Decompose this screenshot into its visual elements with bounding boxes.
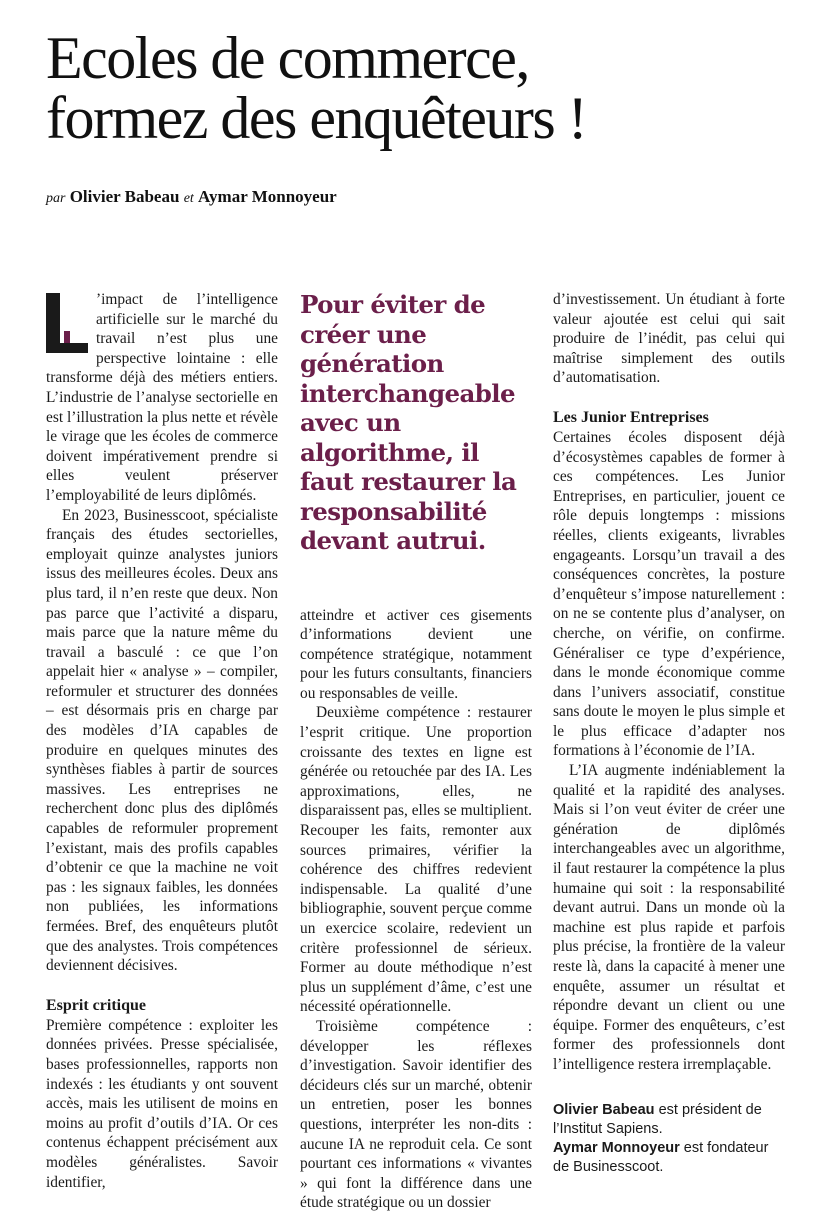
bio-text-2: est fondateur de Businesscoot.: [553, 1139, 769, 1175]
dropcap-l: [46, 293, 88, 353]
col1-paragraph-3: Première compétence : exploiter les données privées. Presse spécialisée, bases professionnelles, rapports non indexés : les étudiants y ont souvent accès, mais les utilisent de moins en moins au profit d’outils d’IA. Or ces contenus échappent précisément aux modèles généralistes. Savoir identifier,: [46, 1016, 278, 1191]
pull-quote: Pour éviter de créer une génération interchangeable avec un algorithme, il faut restaurer la responsabilité devant autrui.: [300, 290, 517, 555]
article-title: [46, 25, 806, 151]
column-2: [300, 290, 532, 1212]
subhead-esprit-critique: Esprit critique: [46, 996, 146, 1014]
title-line-1: Ecoles de commerce,: [46, 25, 529, 91]
author-2: Aymar Monnoyeur: [198, 187, 337, 206]
bio-text-1: est président de l’Institut Sapiens.: [553, 1101, 762, 1137]
author-1: Olivier Babeau: [69, 187, 180, 206]
col2-paragraph-1: atteindre et activer ces gisements d’informations devient une compétence stratégique, notamment pour les futurs consultants, financiers ou responsables de veille.: [300, 606, 532, 702]
title-line-2: formez des enquêteurs !: [46, 85, 587, 151]
col2-paragraph-3: Troisième compétence : développer les réflexes d’investigation. Savoir identifier des décideurs clés sur un marché, obtenir un entretien, poser les bonnes questions, interpréter les non-dits : aucune IA ne reproduit cela. Ce sont pourtant ces informations « vivantes » qui font la différence dans une étude stratégique ou un dossier: [300, 1017, 532, 1212]
byline-et: et: [183, 191, 194, 206]
col3-paragraph-1: d’investissement. Un étudiant à forte valeur ajoutée est celui qui sait produire de l’inédit, pas celui qui maîtrise simplement des outils d’automatisation.: [553, 291, 785, 387]
bio-name-1: Olivier Babeau: [553, 1101, 655, 1118]
col2-paragraph-2: Deuxième compétence : restaurer l’esprit critique. Une proportion croissante des textes en ligne est générée ou retouchée par des IA. Les approximations, elles, ne disparaissent pas, elles se multiplient. Recouper les faits, remonter aux sources primaires, vérifier la cohérence des chiffres redevient indispensable. La qualité d’une bibliographie, souvent perçue comme un exercice scolaire, redevient un critère professionnel de sérieux. Former au doute méthodique n’est plus un supplément d’âme, c’est une nécessité opérationnelle.: [300, 704, 532, 1016]
col1-paragraph-2: En 2023, Businesscoot, spécialiste français des études sectorielles, employait quinze analystes juniors issus des meilleures écoles. Deux ans plus tard, il n’en reste que deux. Non pas parce que l’activité a disparu, mais parce que la nature même du travail a basculé : ce que l’on appelait hier « analyse » – compiler, reformuler et structurer des données – est désormais pris en charge par des modèles d’IA capables de produire en quelques minutes des synthèses fiables à partir de sources massives. Les entreprises ne recherchent donc plus des diplômés capables de reformuler proprement l’existant, mais des profils capables d’obtenir ce que la machine ne voit pas : les signaux faibles, les données non publiées, les informations fermées. Bref, des enquêteurs plutôt que des analystes. Trois compétences deviennent décisives.: [46, 506, 278, 975]
byline: [46, 187, 337, 207]
col1-paragraph-1: ’impact de l’intelligence artificielle sur le marché du travail n’est plus une perspective lointaine : elle transforme déjà des métiers entiers. L’industrie de l’analyse sectorielle en est l’illustration la plus nette et révèle le virage que les écoles de commerce doivent impérativement prendre si elles veulent préserver l’employabilité de leurs diplômés.: [46, 291, 278, 504]
subhead-junior-entreprises: Les Junior Entreprises: [553, 408, 709, 426]
byline-par: par: [46, 191, 66, 206]
bio-name-2: Aymar Monnoyeur: [553, 1139, 680, 1156]
col3-paragraph-3: L’IA augmente indéniablement la qualité et la rapidité des analyses. Mais si l’on veut éviter de créer une génération de diplômés interchangeables avec un algorithme, il faut restaurer la compétence la plus humaine qui soit : la responsabilité devant autrui. Dans un monde où la machine est plus rapide et parfois plus précise, la frontière de la valeur reste là, dans la capacité à mener une enquête, assumer un résultat et répondre devant un client ou une équipe. Former des enquêteurs, c’est former des professionnels dont l’intelligence restera irremplaçable.: [553, 762, 785, 1073]
column-3: [553, 290, 785, 1200]
col3-paragraph-2: Certaines écoles disposent déjà d’écosystèmes capables de former à ces compétences. Les Junior Entreprises, en particulier, jouent ce rôle depuis longtemps : missions réelles, clients exigeants, livrables engageants. Lorsqu’un travail a des conséquences concrètes, la posture d’enquêteur s’impose naturellement : on ne se contente plus d’analyser, on cherche, on vérifie, on confirme. Généraliser ce type d’expérience, dans le monde économique comme dans l’univers associatif, constitue sans doute le moyen le plus simple et le plus efficace d’adapter nos formations à l’économie de l’IA.: [553, 428, 785, 760]
column-1: [46, 290, 278, 1200]
author-bio: [553, 1101, 785, 1177]
